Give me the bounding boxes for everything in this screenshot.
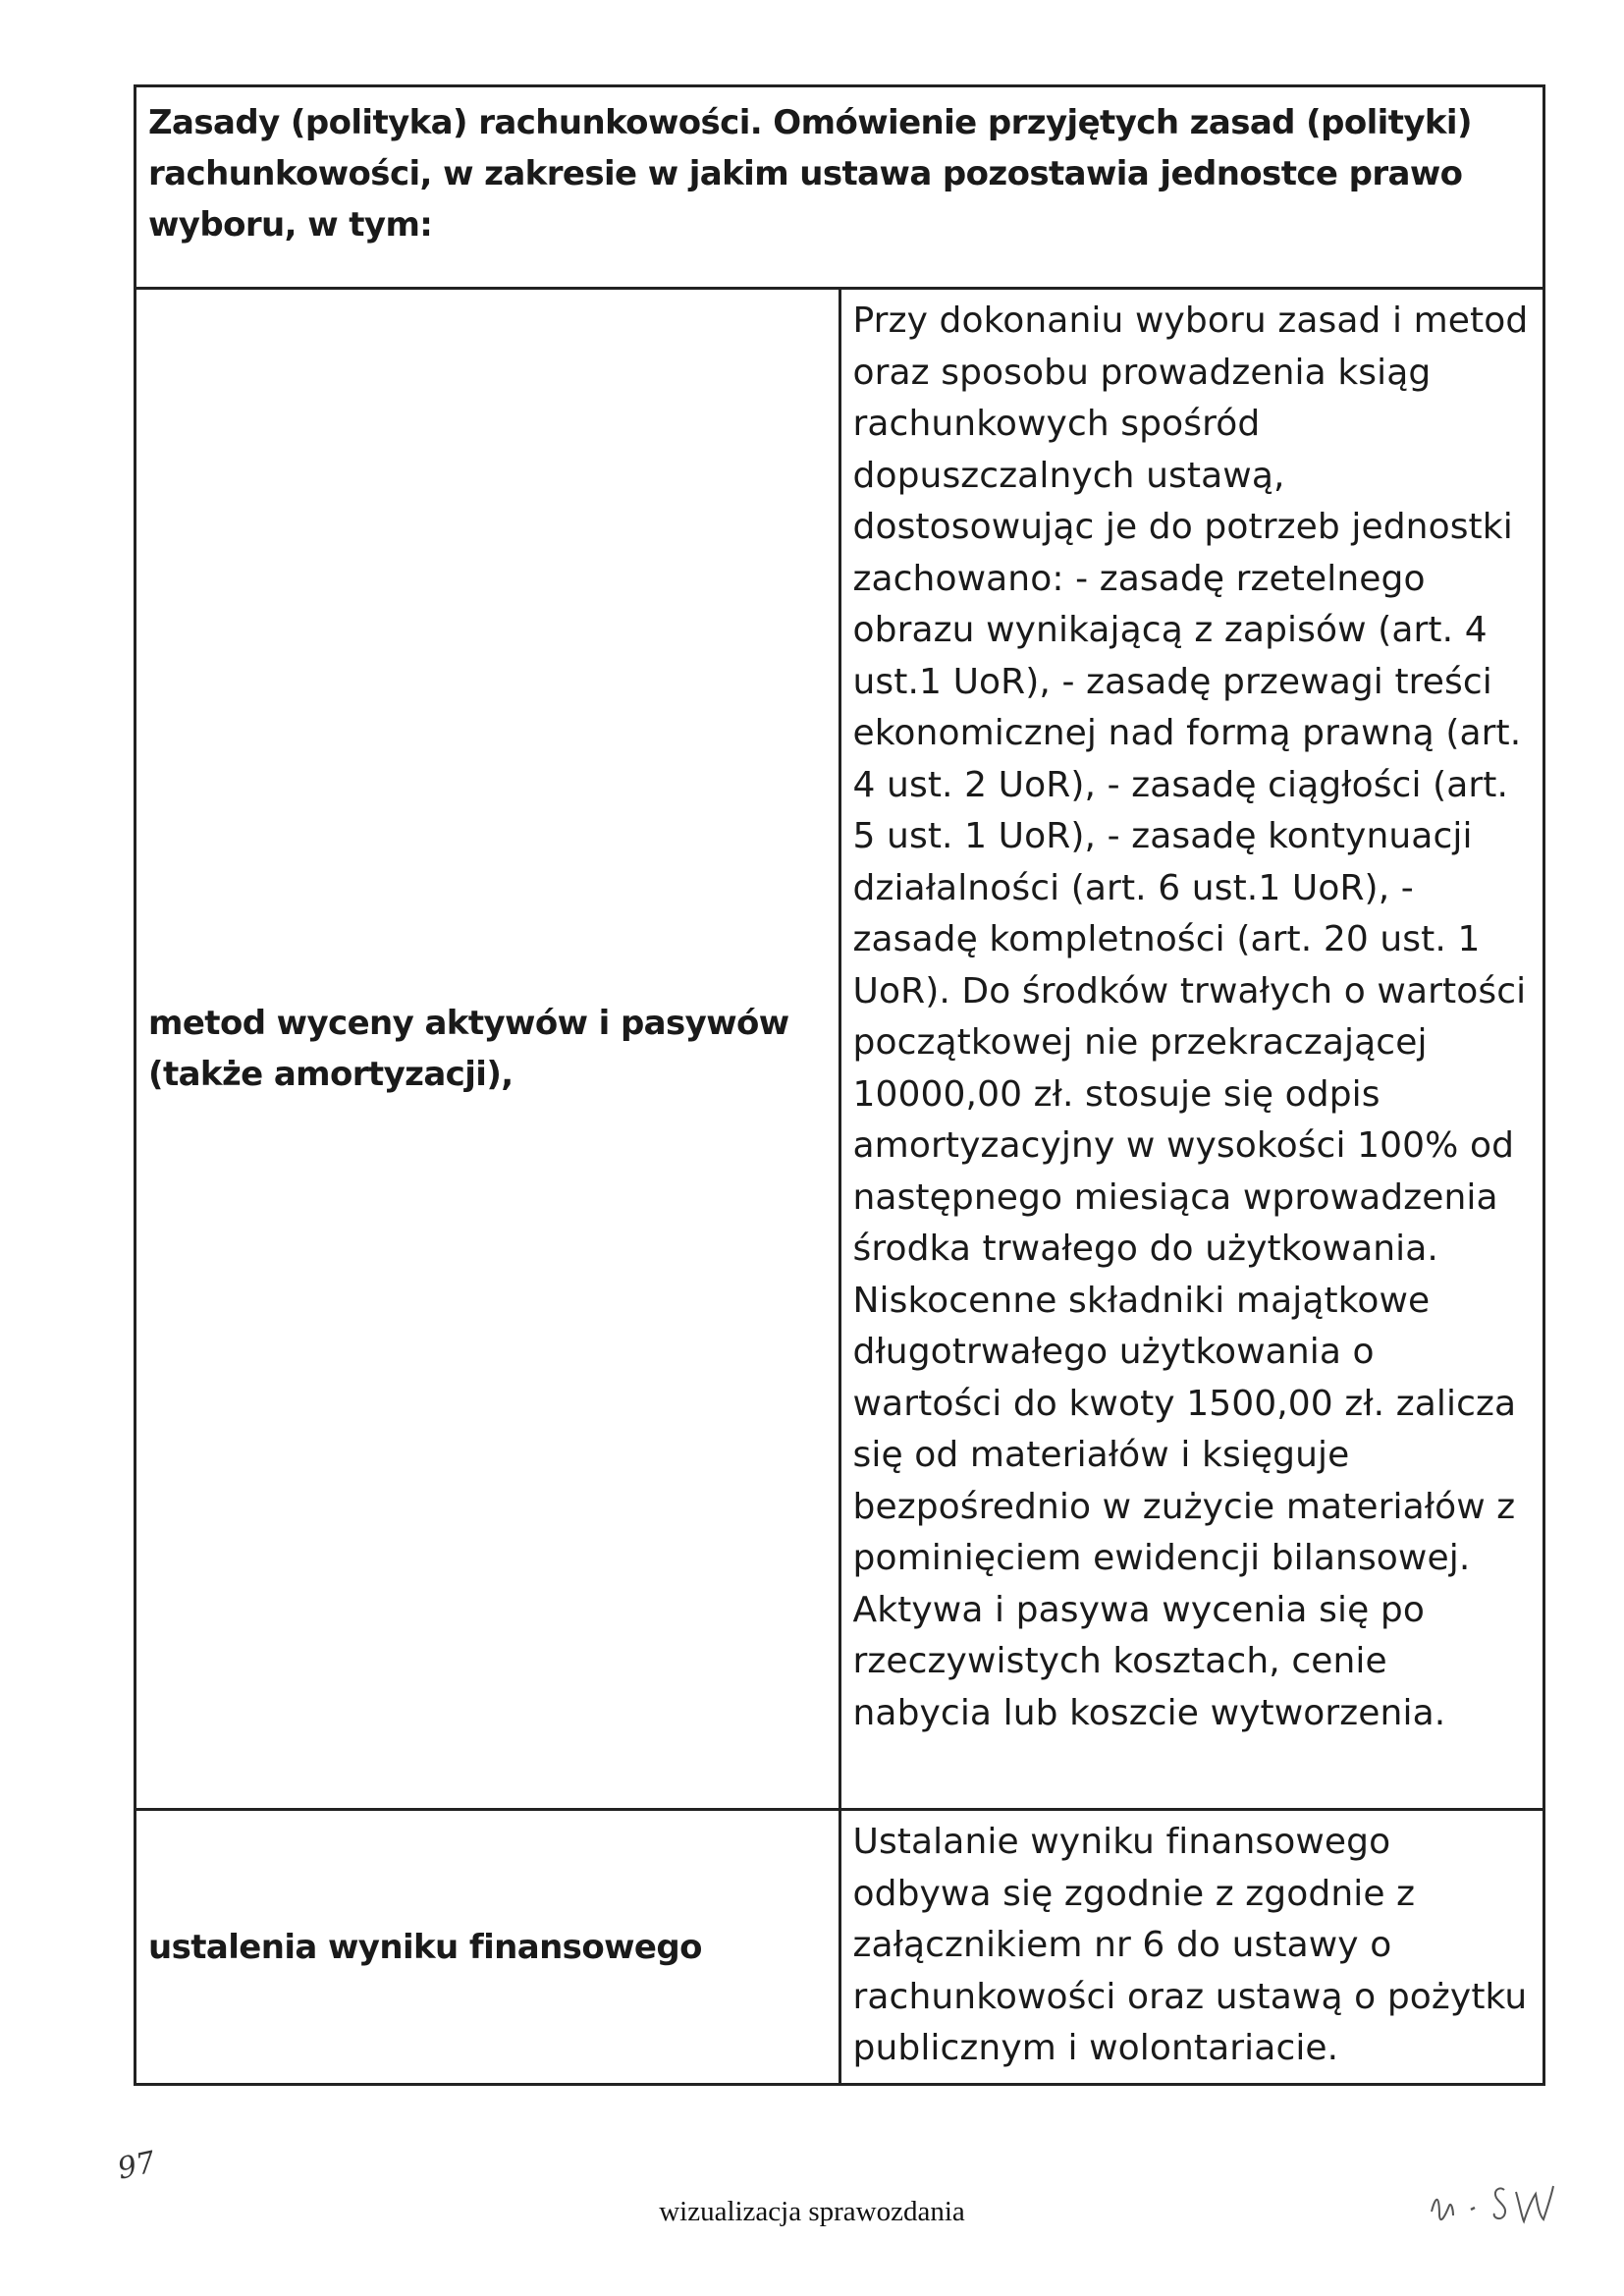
table-header-row: [135, 86, 1544, 289]
table-row: [135, 289, 1544, 1810]
row-label: ustalenia wyniku finansowego: [135, 1810, 840, 2085]
row-value: Przy dokonaniu wyboru zasad i metod oraz sposobu prowadzenia ksiąg rachunkowych spośród dopuszczalnych ustawą, dostosowując je do potrzeb jednostki zachowano: - zasadę rzetelnego obrazu wynikającą z zapisów (art. 4 ust.1 UoR), - zasadę przewagi treści ekonomicznej nad formą prawną (art. 4 ust. 2 UoR), - zasadę ciągłości (art. 5 ust. 1 UoR), - zasadę kontynuacji działalności (art. 6 ust.1 UoR), - zasadę kompletności (art. 20 ust. 1 UoR). Do środków trwałych o wartości początkowej nie przekraczającej 10000,00 zł. stosuje się odpis amortyzacyjny w wysokości 100% od następnego miesiąca wprowadzenia środka trwałego do użytkowania. Niskocenne składniki majątkowe długotrwałego użytkowania o wartości do kwoty 1500,00 zł. zalicza się od materiałów i księguje bezpośrednio w zużycie materiałów z pominięciem ewidencji bilansowej. Aktywa i pasywa wycenia się po rzeczywistych kosztach, cenie nabycia lub koszcie wytworzenia.: [839, 289, 1544, 1810]
accounting-policy-table: [134, 84, 1545, 2086]
footer-caption: wizualizacja sprawozdania: [659, 2196, 965, 2227]
handwritten-signature: [1410, 2166, 1587, 2245]
table-header: Zasady (polityka) rachunkowości. Omówienie przyjętych zasad (polityki) rachunkowości, w zakresie w jakim ustawa pozostawia jednostce prawo wyboru, w tym:: [135, 86, 1544, 289]
row-value: Ustalanie wyniku finansowego odbywa się zgodnie z zgodnie z załącznikiem nr 6 do ustawy o rachunkowości oraz ustawą o pożytku publicznym i wolontariacie.: [839, 1810, 1544, 2085]
table-row: [135, 1810, 1544, 2085]
handwritten-page-number: 97: [114, 2145, 159, 2187]
row-label: metod wyceny aktywów i pasywów (także amortyzacji),: [135, 289, 840, 1810]
